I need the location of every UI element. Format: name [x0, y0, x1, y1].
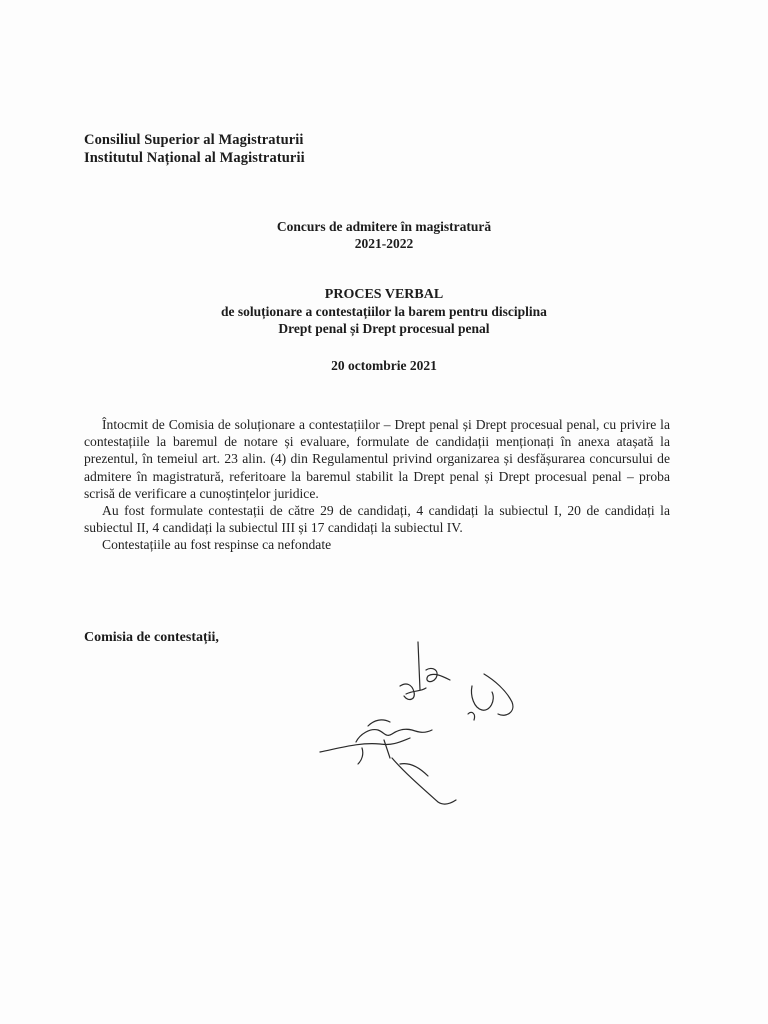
document-subtitle-line-1: de soluționare a contestațiilor la barem pentru disciplina	[221, 304, 547, 319]
contest-title: Concurs de admitere în magistratură	[276, 219, 492, 234]
signature-stroke	[418, 642, 420, 690]
body-paragraph: Întocmit de Comisia de soluționare a contestațiilor – Drept penal și Drept procesual penal, cu privire la contestațiile la baremul de notare și evaluare, formulate de candidații menționați în anexa atașată la prezentul, în temeiul art. 23 alin. (4) din Regulamentul privind organizarea și desfășurarea concursului de admitere în magistratură, referitoare la baremul stabilit la Drept penal și Drept procesual penal – proba scrisă de verificare a cunoștințelor juridice.	[84, 417, 670, 501]
document-subtitle-line-2: Drept penal și Drept procesual penal	[278, 321, 490, 336]
institution-header	[84, 131, 305, 167]
signature-stroke	[368, 720, 390, 726]
handwritten-signatures	[300, 630, 540, 830]
body-paragraph: Au fost formulate contestații de către 29 de candidați, 4 candidați la subiectul I, 20 de candidați la subiectul II, 4 candidați la subiectul III și 17 candidați la subiectul IV.	[84, 503, 670, 536]
signature-stroke	[468, 712, 475, 720]
institution-name-csm: Consiliul Superior al Magistraturii	[84, 132, 304, 148]
signature-stroke	[356, 729, 432, 742]
document-title: PROCES VERBAL	[324, 287, 444, 302]
signature-stroke	[406, 688, 426, 694]
signature-stroke	[471, 686, 493, 710]
signature-stroke	[320, 738, 410, 752]
contest-heading	[0, 218, 768, 252]
contest-years: 2021-2022	[354, 236, 414, 251]
signature-stroke	[384, 740, 390, 758]
signature-stroke	[426, 668, 450, 681]
signature-stroke	[358, 748, 363, 764]
signature-stroke	[400, 764, 428, 776]
signature-block-label: Comisia de contestații,	[84, 630, 219, 645]
document-date: 20 octombrie 2021	[331, 358, 437, 373]
signature-stroke	[392, 758, 456, 804]
document-body	[84, 416, 670, 554]
institution-name-inm: Institutul Național al Magistraturii	[84, 150, 305, 166]
body-paragraph: Contestațiile au fost respinse ca nefondate	[102, 537, 332, 553]
proces-verbal-heading	[0, 286, 768, 337]
